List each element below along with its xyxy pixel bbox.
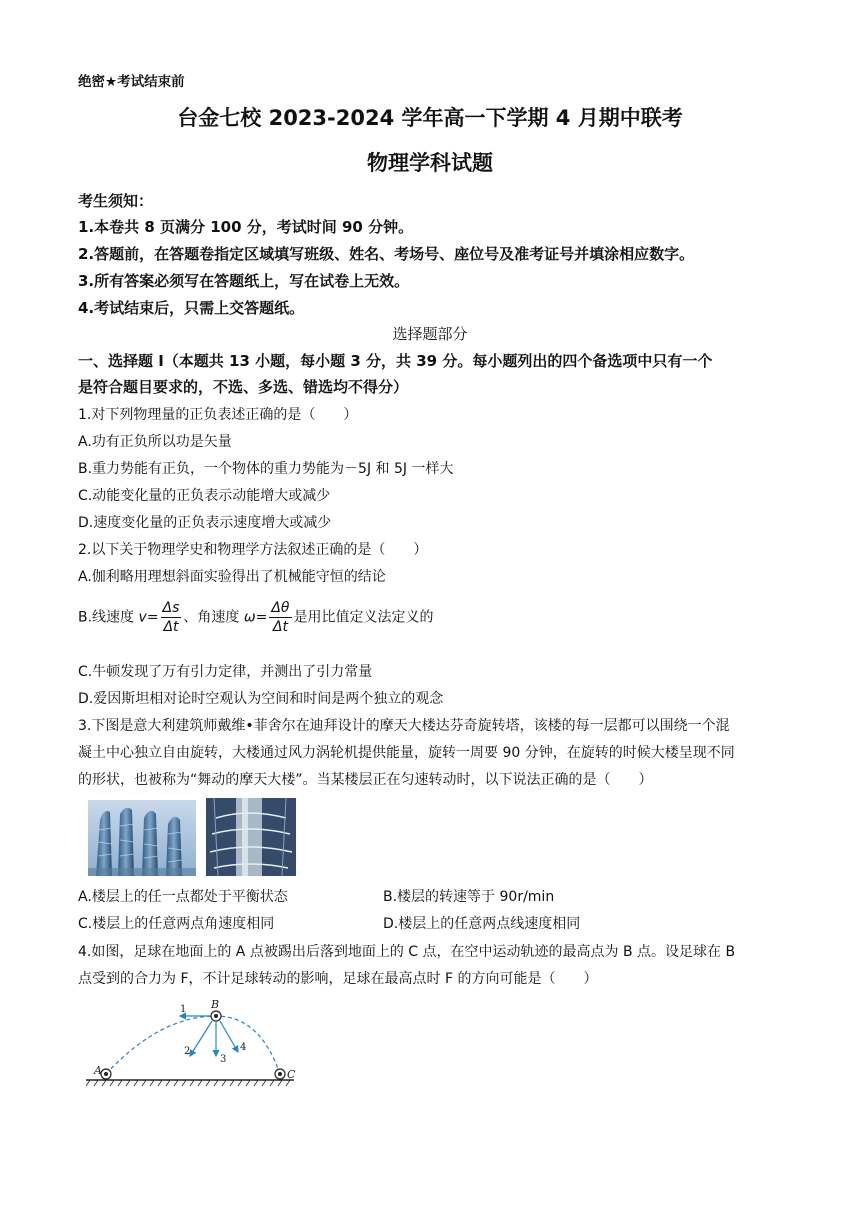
- exam-subject: 物理学科试题: [367, 151, 493, 175]
- q1-option-a: A.功有正负所以功是矢量: [78, 434, 232, 450]
- arrow-2: [190, 1021, 212, 1056]
- label-2: 2: [184, 1046, 191, 1057]
- q3-option-a: A.楼层上的任一点都处于平衡状态: [78, 889, 288, 905]
- label-b: B: [211, 998, 220, 1011]
- football-trajectory-figure: [80, 996, 310, 1092]
- equals-sign: =: [255, 609, 268, 626]
- fraction-numerator: Δθ: [271, 600, 290, 616]
- ball-b: [211, 1011, 221, 1021]
- omega-symbol: ω: [243, 609, 256, 626]
- label-a: A: [94, 1064, 102, 1077]
- q4-stem-line1: 4.如图，足球在地面上的 A 点被踢出后落到地面上的 C 点，在空中运动轨迹的最高点为 B 点。设足球在 B: [78, 944, 736, 960]
- equals-sign: =: [146, 609, 159, 626]
- q2-option-b: [78, 599, 434, 636]
- fraction-denominator: Δt: [163, 619, 179, 635]
- label-c: C: [287, 1068, 296, 1081]
- q1-option-c: C.动能变化量的正负表示动能增大或减少: [78, 488, 331, 504]
- fraction-delta-s-over-delta-t: [161, 599, 182, 636]
- velocity-symbol: v: [138, 609, 147, 626]
- q1-option-b: B.重力势能有正负，一个物体的重力势能为－5J 和 5J 一样大: [78, 461, 454, 477]
- q1-option-d: D.速度变化量的正负表示速度增大或减少: [78, 515, 332, 531]
- label-1: 1: [180, 1004, 187, 1015]
- label-3: 3: [220, 1054, 227, 1065]
- section-instruction-1: 一、选择题 I（本题共 13 小题，每小题 3 分，共 39 分。每小题列出的四个备选项中只有一个: [78, 352, 713, 370]
- q3-option-c: C.楼层上的任意两点角速度相同: [78, 916, 275, 932]
- q2-option-b-mid: 、角速度: [183, 609, 240, 626]
- q4-stem-line2: 点受到的合力为 F，不计足球转动的影响，足球在最高点时 F 的方向可能是（ ）: [78, 971, 598, 987]
- notice-item-4: 4.考试结束后，只需上交答题纸。: [78, 299, 305, 317]
- label-4: 4: [240, 1042, 247, 1053]
- notice-item-2: 2.答题前，在答题卷指定区域填写班级、姓名、考场号、座位号及准考证号并填涂相应数字。: [78, 245, 695, 263]
- ball-c: [275, 1069, 285, 1079]
- q2-option-b-prefix: B.线速度: [78, 609, 135, 626]
- exam-title: 台金七校 2023-2024 学年高一下学期 4 月期中联考: [177, 106, 683, 130]
- q2-stem: 2.以下关于物理学史和物理学方法叙述正确的是（ ）: [78, 542, 428, 558]
- notice-heading: 考生须知：: [78, 192, 154, 210]
- fraction-numerator: Δs: [162, 600, 180, 616]
- fraction-denominator: Δt: [272, 619, 288, 635]
- q3-stem-line3: 的形状，也被称为“舞动的摩天大楼”。当某楼层正在匀速转动时，以下说法正确的是（ ）: [78, 772, 653, 788]
- q3-stem-line2: 凝土中心独立自由旋转，大楼通过风力涡轮机提供能量，旋转一周要 90 分钟，在旋转的时候大楼呈现不同: [78, 745, 735, 761]
- trajectory-curve: [106, 1016, 280, 1074]
- tower-structure-photo: [206, 798, 296, 876]
- q3-stem-line1: 3.下图是意大利建筑师戴维•菲舍尔在迪拜设计的摩天大楼达芬奇旋转塔，该楼的每一层都可以围绕一个混: [78, 718, 730, 734]
- arrow-4: [220, 1021, 238, 1052]
- q1-stem: 1.对下列物理量的正负表述正确的是（ ）: [78, 407, 358, 423]
- ground-hatching: [86, 1080, 290, 1086]
- q2-option-b-suffix: 是用比值定义法定义的: [293, 609, 434, 626]
- section-title: 选择题部分: [392, 325, 468, 343]
- fraction-delta-theta-over-delta-t: [269, 599, 291, 636]
- q3-option-b: B.楼层的转速等于 90r/min: [383, 889, 555, 905]
- q2-option-a: A.伽利略用理想斜面实验得出了机械能守恒的结论: [78, 569, 386, 585]
- ball-a: [101, 1069, 111, 1079]
- notice-item-3: 3.所有答案必须写在答题纸上，写在试卷上无效。: [78, 272, 410, 290]
- section-instruction-2: 是符合题目要求的，不选、多选、错选均不得分）: [78, 378, 409, 396]
- confidential-label: 绝密★考试结束前: [78, 74, 185, 90]
- rotating-tower-photo: [88, 800, 196, 876]
- q2-option-d: D.爱因斯坦相对论时空观认为空间和时间是两个独立的观念: [78, 691, 444, 707]
- q3-option-d: D.楼层上的任意两点线速度相同: [383, 916, 581, 932]
- notice-item-1: 1.本卷共 8 页满分 100 分，考试时间 90 分钟。: [78, 218, 414, 236]
- q2-option-c: C.牛顿发现了万有引力定律，并测出了引力常量: [78, 664, 373, 680]
